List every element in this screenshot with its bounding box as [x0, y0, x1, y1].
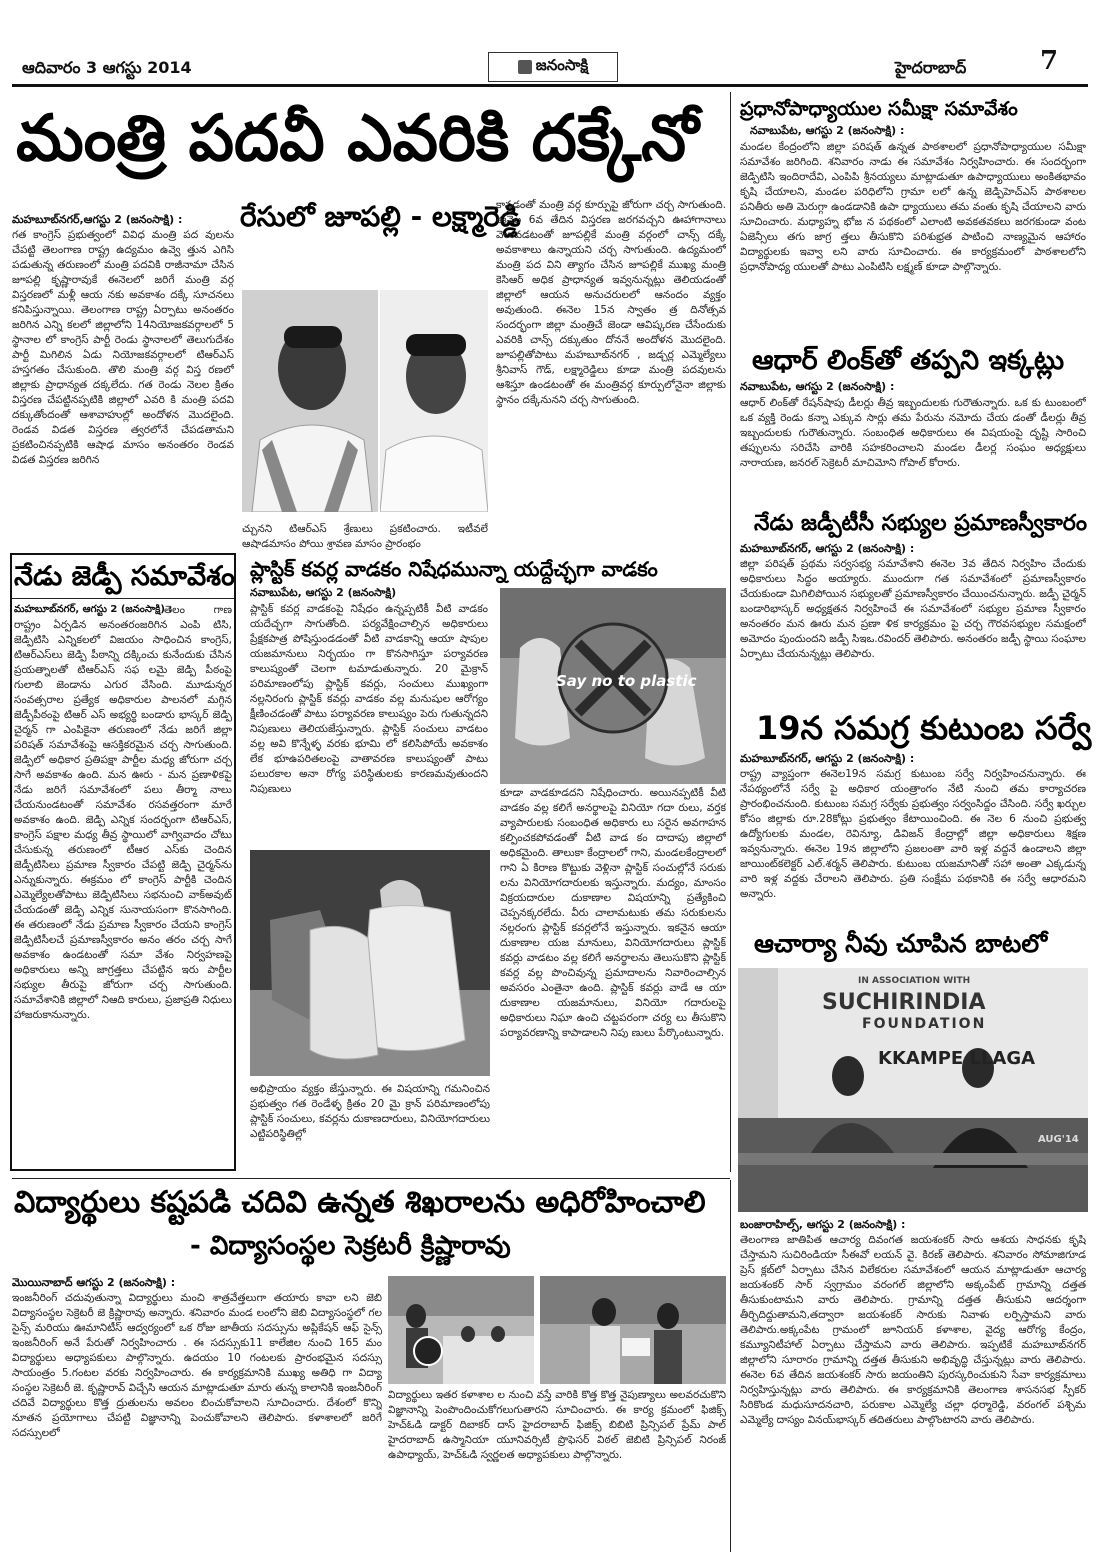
survey-text: రాష్ట్ర వ్యాప్తంగా ఈనెల19న సమగ్ర కుటుంబ సర్వే నిర్వహించనున్నారు. ఈ నేపథ్యంలోనే సర్వే పై అధికార యంత్రాంగం నేటి నుంచి తమ కార్యాచరణ ప్రారంభించనుంది. కుటుంబ సమగ్ర సర్వేకు ప్రభుత్వం సర్వంసిద్దం చేసింది. సర్వే ఖర్చుల కోసం జిల్లాకు రూ.28కోట్లు ప్రభుత్వం కేటాయించింది. ఈ నెల 6 నుంచి ప్రభుత్వ ఉద్యోగులకు మండల, రెవిన్యూ, డివిజన్ కేంద్రాల్లో జిల్లా అధికారులు శిక్షణ ఇవ్వనున్నారు. ఈనెల 19న జిల్లాలోని ప్రజలంతా వారి ఇళ్ల వద్దనే ఉండాలని జిల్లా జాయింట్‌కలెక్టర్ ఎల్.శర్మన్ తెలిపారు. కుటుంబ యజమానితో సహా అంతా ఎక్కడున్న వారి ఇళ్ల వద్దకు చేరాలని తెలిపారు. ప్రతి సంక్షేమ పథకానికి ఈ సర్వే ఆధారమని అన్నారు. [740, 768, 1086, 900]
seminar-photo-1 [388, 1276, 534, 1384]
plastic-bag-photo [250, 850, 490, 1076]
aadhar-dateline: నవాబుపేట, ఆగస్టు 2 (జనంసాక్షి) : [740, 380, 895, 393]
aadhar-title: ఆధార్ లింక్‌తో తప్పని ఇక్కట్లు [752, 345, 1065, 376]
hm-meeting-title: ప్రధానోపాధ్యాయుల సమీక్షా సమావేశం [740, 98, 1018, 120]
banner-line-1: IN ASSOCIATION WITH [858, 976, 971, 986]
students-subheadline: - విద్యాసంస్థల సెక్రటరీ క్రిష్ణారావు [190, 1231, 511, 1261]
logo-mark-icon [518, 60, 532, 74]
students-text-a: ఇంజనీరింగ్ చదువుతున్నా విద్యార్థులు మంచి శాత్రవేత్తలుగా తయారు కావా లని జెబి విద్యాసంస్థల సెక్రెటరీ జె క్రిష్ణారావు అన్నారు. శనివారం మండ లంలోని జెబి విద్యాసంస్థలో గల సైన్స్ మరియు ఊమానిటీస్ ఆద్వర్యంలో ఒక రోజు జాతీయ సదస్సును అప్లికేషన్ ఆఫ్ సైన్స్ ఇంజనీరింగ్ అనే పేరుతో నిర్వహించారు . ఈ సదస్సుకు11 కాలేజిల నుంచి 165 మం విద్యార్థులు అధ్యాపకులు పాల్గొన్నారు. ఉదయం 10 గంటలకు ప్రారంభమైన సదస్సు సాయంత్రం 5.గంటల వరకు నిర్వహించారు. ఈ కార్యక్రమానికి ముఖ్య అతిధి గా విద్యా సంస్థల సెక్రెటరీ జె. కృష్ణారావ్ విచ్చేసి ఆయన మాట్లాడుతూ మారు తున్న కాలానికి ఇంజనీరింగ్ చదివే విద్యార్థులు కొత్త ద్రుతులను అవలం బించుకోవాలని సూచించారు. దేశంలో కొన్ని నూతన ప్రయోగాలు చేపట్టి విజ్ఞానాన్ని పెంచుకోవాలని తెలిపారు. కళాశాలలో జరిగే సదస్సులలో [12, 1292, 382, 1439]
politician-1-image [242, 290, 378, 512]
zptc-oath-text: జిల్లా పరిషత్ ప్రథమ సర్వసభ్య సమావేశాని ఈనెల 3వ తేదిన నిర్వహిం చేందుకు అధికారులు సిద్ధం అయ్యారు. ముందుగా గత సమావేశంలో ప్రమాణస్వీకారం చేయకుండా మిగిలిపోయిన సభ్యులతో ప్రమాణస్వీకారం చేయించనున్నారు. జడ్పీ చైర్మన్ బండారిభాస్కర్ అధ్యక్షతన నిర్వహించే ఈ సమావేశంలో సభ్యుల ప్రమాణ స్వీకారం అనంతరం మన ఊరు మన ప్రణా ళిక కార్యక్రమం పై చర్చ గౌరవసభ్యుల సమక్షంలో అమోదం పుందుందని జడ్పీ సిఇఒ.రవిందర్ తెలిపారు. అనంతరం జడ్పీ స్థాయి సంఘాల ఏర్పాటు చేయనున్నట్లు తెలిపారు. [740, 558, 1086, 660]
plastic-text-b: కూడా వాడకూడదని నిషేధించారు. అయినప్పటికీ వీటి వాడకం వల్ల కలిగే అనర్థాలపై వినియో గదా రులు, వర్తక వ్యాపారులకు సంబంధిత అధికారు లు సరైన అవగాహన కల్పించకపోవడంతో వీటి వాడ కం దాదాపు జిల్లాలో అధికమైంది. తాలుకా కేంద్రాలలో గాని, మండలకేంద్రాలలో గాని ఏ కిరాణ కొట్టుకు వెళ్లినా ప్లాస్టిక్ సంచుల్లోనే సరుకు లను వినియోగదారులకు ఇస్తున్నారు. మద్యం, మాంసం విక్రయదారుల దుకాణాల విషయాన్ని ప్రత్యేకించి చెప్పనక్కరలేదు. వీరు చాలామటుకు తమ సరుకులను నల్లరంగు ప్లాస్టిక్ కవర్లలోనే ఇస్తున్నారు. ఇకనైన ఆయా దుకాణాల యజ మానులు, వినియోగదారులు ప్లాస్టిక్ కవర్లు వాడటం వల్ల కలిగే అనర్థాలను తెలుసుకొని ప్లాస్టిక్ కవర్ల వల్ల పొంచివున్న ప్రమాదాలను నివారించాల్సిన అవసరం ఎంతైనా ఉంది. ప్లాస్టిక్ కవర్లు వాడే ఆ యా దుకాణాల యజమానులు, వినియో గదారులపై అధికారులు నిఘా ఉంచి చట్టపరంగా చర్య లు తీసుకొని పర్యావరణాన్ని కాపాడాలని నిపు ణులు పేర్కొంటున్నారు. [500, 787, 726, 1039]
students-headline: విద్యార్థులు కష్టపడి చదివి ఉన్నత శిఖరాలను అధిరోహించాలి [14, 1185, 706, 1220]
hm-meeting-text: మండల కేంద్రంలోని జిల్లా పరిషత్ ఉన్నత పాఠశాలలో ప్రధానోపాధ్యాయుల సమీక్షా సమావేశం జరిగింది. శనివారం నాడు ఈ సమావేశం నిర్వహించారు. ఈ సందర్భంగా జెడ్పిటిసి ఇందిరాదేవి, ఎంపిపి శ్రీనయ్యలు మాట్లాడుతూ ఉపాధ్యాయులు అంకితభావం కృషి చేయాలని, మండల పరిధిలోని గ్రామా లలో ఉన్న జెడ్పిహెచ్‌ఎస్ పాఠశాలల పనితీరు అతి మెరుగ్గా ఉండడానికి ఉపా ధ్యాయులు తమ వంతు కృషి చేయాలని వారు సూచించారు. మధ్యాహ్న భోజ న పథకంలో ఎలాంటి అవకతవకలు జరగకుండా వంట ఏజెన్సీలు తగు జాగ్ర త్తలు తీసుకొని పరిశుభ్రత పాటించి నాణ్యమైన ఆహారం విద్యార్థులకు ఇవ్వా లని వారు సూచించారు. ఈ కార్యక్రమంలో పాఠశాలలోని ప్రధానోపాధ్య యులతో పాటు ఎంపిటిసి లక్ష్మణ్ కూడా పాల్గొన్నారు. [740, 141, 1086, 273]
plastic-text-c: అభిప్రాయం వ్యక్తం జేస్తున్నారు. ఈ విషయాన్ని గమనించిన ప్రభుత్వం గత రెండేళ్ళ క్రితం 20 మై క్రాన్ పరిమాణంలోపు ప్లాస్టిక్ సంచులు, కవర్లను దుకాణదారులు, వినియోగదారులు ఎట్టిపరిస్థితిల్లో [250, 1083, 490, 1140]
say-no-to-plastic-photo [500, 588, 726, 784]
main-dateline: మహబూబ్‌నగర్,ఆగస్టు 2 (జనంసాక్షి) : [12, 213, 183, 226]
zp-meeting-title: నేడు జెడ్పీ సమావేశం [14, 561, 235, 592]
acharya-text: తెలంగాణ జాతిపిత ఆచార్య దివంగత జయశంకర్ సారు ఆశయ సాధనకు కృషి చేస్తామని సుచిరిండియా సీఈవో లయన్ వై. కిరణ్ తెలిపారు. శనివారం సోమాజిగూడ ప్రెస్ క్లబ్‌లో ఏర్పాటు చేసిన విలేకరుల సమావేశంలో ఆయన మాట్లాడుతూ ఆచార్య జయశంకర్ సార్ స్వగ్రామం వరంగల్ జిల్లాలోని అక్కంపేట్ గ్రామాన్ని దత్తత తీసుకుంటామని వారు తెలిపారు. గ్రామాన్ని దత్తత తీసుకుని ఆదర్శంగా తీర్చిదిద్దుతామని,తద్వారా జయశంకర్ సారుకు నివాళు లర్పిస్తామని వారు తెలిపారు.అక్కంపేట గ్రామంలో జూనియర్ కళాశాల, వైద్య ఆరోగ్య కేంద్రం, కమ్యూనిటీహాల్ ఏర్పాటు చేస్తామని వారు తెలిపారు. ఇప్పటికే మహబూబ్‌నగర్ జిల్లాలోని సూరారం గ్రామాన్ని దత్తత తీసుకుని అభివృద్ధి చేస్తున్నట్లు వారు తెలిపారు. ఈనెల 6వ తేదిన జయశంకర్ సారు జయంతిని పురస్కరించుకుని సేవా కార్యక్రమాలు నిర్వహిస్తున్నట్లు వారు తెలిపారు. ఈ కార్యక్రమానికి తెలంగాణ శాసనసభ స్పీకర్ సిరికొండ మధుసూదనచారి, పరుకాల ఎమ్మెల్యే చల్లా ధర్మారెడ్డి, వరంగల్ పశ్చిమ ఎమ్మెల్యే దాస్యం వినయ్‌భాస్కర్ తదితరులు పాల్గొంటారని వారు తెలిపారు. [740, 1234, 1086, 1426]
acharya-dateline: బంజారాహిల్స్, ఆగస్టు 2 (జనంసాక్షి) : [740, 1218, 906, 1231]
newspaper-logo [488, 52, 618, 82]
hm-meeting-dateline: నవాబుపేట, ఆగస్టు 2 (జనంసాక్షి) : [750, 124, 905, 137]
politician-photo-2 [380, 290, 488, 512]
banner-line-2: SUCHIRINDIA [822, 990, 986, 1015]
main-col3-text: కావడంతో మంత్రి వర్గ కూర్పుపై జోరుగా చర్చ సాగుతుంది. ఈనెల 6వ తేదిన విస్తరణ జరగవచ్చని ఊహాగానాలు వెలువడటంతో జూపల్లికే మంత్రి వర్గంలో చాన్స్ దక్కే అవకాశాలు ఉన్నాయని చర్చ సాగుతుంది. ఉద్యమంలో మంత్రి పద విని త్యాగం చేసిన జూపల్లికే ముఖ్య మంత్రి కెసిఆర్ అధిక ప్రాధాన్యత ఇవ్వనున్నట్లు తెలియడంతో జిల్లాలో ఆయన అనుచరులలో ఆనందం వ్యక్తం అవుతుంది. ఈనెల 15న స్వాతం త్ర దినోత్సవ సందర్భంగా జిల్లా మంత్రిచే జెండా ఆవిష్కరణ చేసేందుకు ఎవరికి చాన్స్ దక్కుతుం దోననే అందోళన మొదలైంది. జూపల్లితోపాటు మహబూబ్‌నగర్ , జడ్చర్ల ఎమ్మెల్యేలు శ్రీనివాస్ గౌడ్, లక్ష్మారెడ్డిలు కూడా మంత్రి పదవులను ఆశిస్తూ ఉండటంతో ఈ మంత్రివర్గ కూర్పులోనైనా జిల్లాకు స్థానం దక్కేనునని చర్చ సాగుతుంది. [496, 199, 726, 406]
banner-line-3: FOUNDATION [862, 1016, 987, 1032]
zp-meeting-dateline: మహబూబ్‌నగర్, ఆగస్టు 2 (జనంసాక్షి) : [14, 604, 173, 615]
main-col1-text: గత కాంగ్రెస్ ప్రభుత్వంలో వివిధ మంత్రి పద వులను చేపట్టి తెలంగాణ రాష్ట్ర ఉద్యమం ఉవ్వె త్తున ఎగిసి పడుతున్న తరుణంలో మంత్రి పదవికి రాజీనామా చేసిన జూపల్లి కృష్ణారావుకే ఈనెలలో జరిగే మంత్రి వర్గ విస్తరణలో మళ్లీ ఆయ నకు అవకాశం దక్కే సూచనలు కనిపిస్తున్నాయి. తెలంగాణ రాష్ట్ర ఏర్పాటు అనంతరం జరిగిన ఎన్ని కలలో జిల్లాలోని 14నియోజకవర్గాలలో 5 స్థానాల లో కాంగ్రెస్ పార్టీ రెండు స్థానాలలో తెలుగుదేశం పార్టీ మిగిలిన ఏడు నియోజకవర్గాలలో టిఆర్ఎస్ హస్తగతం చేసుకుంది. తొలి మంత్రి వర్గ విస్త రణలో జిల్లాకు ప్రాధాన్యత దక్కలేదు. గత రెండు నెలల క్రితం విస్తరణ చేపట్టినప్పటికి జిల్లాలో ఎవరి కి మంత్రి పదవి దక్కుతోందంతో ఆశావాహుల్లో అందోళన మొదలైంది. రెండవ విడత విస్తరణ త్వరలోనే చేపడతామని ప్రకటించినప్పటికి ఆషాఢ మాసం అనంతరం రెండవ విడత విస్తరణ జరిగిన [12, 229, 234, 466]
main-col2-text: చ్చునని టిఆర్ఎస్ శ్రేణులు ప్రకటించారు. ఇటీవలే ఆషాడమాసం పోయి శ్రావణ మాసం ప్రారంభం [242, 523, 488, 550]
zptc-oath-dateline: మహబూబ్‌నగర్, ఆగస్టు 2 (జనంసాక్షి) : [740, 542, 915, 555]
plastic-dateline: నవాబుపేట, ఆగస్టు 2 (జనంసాక్షి) [250, 586, 397, 599]
main-headline: మంత్రి పదవీ ఎవరికి దక్కేనో [16, 101, 699, 176]
press-meet-photo [738, 968, 1088, 1212]
poster-text: Say no to plastic [556, 672, 697, 690]
zptc-oath-title: నేడు జడ్పీటీసీ సభ్యుల ప్రమాణస్వీకారం [754, 511, 1087, 536]
survey-title: 19న సమగ్ర కుటుంబ సర్వే [756, 709, 1092, 747]
logo-text: జనంసాక్షి [535, 56, 589, 74]
students-top-rule [12, 1178, 730, 1179]
zp-meeting-text: తెలం గాణ రాష్ట్రం ఏర్పడిన అనంతరంజరిగిన ఎంపి టిసి, జెడ్పిటిసి ఎన్నికలలో విజయం సాధించిన కాంగ్రెస్, టిఆర్ఎస్‌లు జెడ్పి పీఠాన్ని దక్కించు కునేందుకు చేసిన ప్రయత్నాలతో టిఆర్ఎస్ సఫ లమై జెడ్పి పీఠంపై గులాబి జెండాను ఎగుర వేసింది. మూడున్నర సంవత్సరాల ప్రత్యేక అధికారుల పాలనలో మగ్గిన జెడ్పీపీఠంపై టిఆర్ ఎస్ అభ్యర్థి బండారు భాస్కర్ జెడ్పి చైర్మన్ గా ఎంపికైనా తరుణంలో నేడు జరిగే జిల్లా పరిషత్ సమావేశంపై ఆసక్తికరమైన చర్చ సాగుతుంది. జెడ్పిలో అధికార ప్రతిపక్షా పార్టీల మధ్య జోరుగా చర్చ సాగే అవకాశం ఉంది. మన ఊరు - మన ప్రణాళికపై నేడు జరిగే సమావేశంలో పలు తీర్మా నాలు చేయనుండటంతో సమావేశం రసవత్తరంగా మారే అవకాశం ఉంది. జెడ్పి ఎన్నిక సందర్భంగా టిఆర్ఎస్, కాంగ్రెస్ పక్షాల మధ్య తీవ్ర స్థాయిలో వాగ్వివాదం చోటు చేసుకున్న తరుణంలో టీఆర ఎస్‌కు చెందిన జెడ్పీటిసిలు ప్రమాణ స్వీకారం చేపట్టి జెడ్పి చైర్మన్‌ను ఎన్నుకున్నారు. ఈక్రమం లో కాంగ్రెస్ పార్టీకి చెందిన ఎమ్మెల్యేలతోపాటు జెడ్పిటిసిలు సభనుంచి వాక్‌అవుట్ చేయడంతో జెడ్పి ఎన్నిక సునాయసంగా కొనసాగింది. ఈ తరుణంలో నేడు ప్రమాణ స్వీకారం చేయని కాంగ్రెస్ జెడ్పిటిసీలచే ప్రమాణస్వీకారం అనం తరం చర్చ సాగే అవకాశం ఉండటంతో సమా వేశం నిర్వహణపై అధికారులు అన్ని జాగ్రత్తలు చేపట్టిన ఇరు పార్టీల సభ్యుల తీరుపై జోరుగా చర్చ సాగుతుంది. సమావేశానికి జిల్లాలో నిఆది కారులు, ప్రజాప్రతి నిధులు హాజరుకానున్నారు. [14, 604, 232, 1021]
acharya-title: ఆచార్యా నీవు చూపిన బాటలో [754, 929, 1048, 958]
seminar-photo-2 [540, 1276, 726, 1384]
right-column-divider [730, 92, 731, 1172]
politician-2-image [380, 290, 488, 512]
banner-line-4: KKAMPE LLAGA [878, 1048, 1036, 1069]
politician-photo-1 [242, 290, 378, 512]
plastic-text-a: ప్లాస్టిక్ కవర్ల వాడకంపై నిషేధం ఉన్నప్పటికీ వీటి వాడకం యదేచ్ఛగా సాగుతోంది. పర్యవేక్షించాల్సిన అధికారులు ప్రేక్షకపాత్ర పోషిస్తుండడంతో వీటి వాడకాన్ని ఆయా షాపుల యజమానులు నిర్భయం గా కొనసాగిస్తూ పర్యావరణ కాలుష్యంతో చెలగా టమాడుతున్నారు. 20 మైక్రాన్ పరిమాణంలోపు ప్లాస్టిక్ కవర్లు, సంచులు ముఖ్యంగా నల్లనిరంగు ప్లాస్టిక్ కవర్లు వాడకం వల్ల మనుషుల ఆరోగ్యం క్షీణించడంతో పాటు పర్యావరణ కాలుష్యం పెరు గుతున్నదని నిపుణులు తెలియజేస్తున్నారు. ప్లాస్టిక్ సంచులు వాడటం వల్ల అవి కొన్నేళ్ళ వరకు భూమి లో కలిసిపోయే అవకాశం లేక భూఉపరితలంపై వాతావరణ కాలుష్యంతో పాటు పలురకాల అనా రోగ్య పరిస్థితులకు కారణమవుతుందని నిపుణులు [250, 603, 488, 795]
plastic-title: ప్లాస్టిక్ కవర్ల వాడకం నిషేధమున్నా యద్దేచ్ఛగా వాడకం [250, 557, 658, 581]
edition-date: ఆదివారం 3 ఆగస్టు 2014 [22, 58, 192, 77]
main-subheadline: రేసులో జూపల్లి - లక్ష్మారెడ్డి [240, 200, 521, 233]
zp-title-rule [12, 598, 234, 599]
header-rule [12, 84, 1088, 87]
aadhar-text: ఆధార్ లింక్‌తో రేషన్‌షాపు డీలర్లు తీవ్ర ఇబ్బందులకు గురౌతున్నారు. ఒక కు టుంబంలో ఒక వ్యక్తి రెండు కన్నా ఎక్కువ సార్లు తమ పేరును నమోదు చేయ డంతో డీలర్లు తీవ్ర ఇబ్బందులకు గురౌతున్నారు. సంబంధిత అధికారులు ఈ విషయంపై దృష్టి సారించి తప్పులను సరిచేసి వారికి సహకరించాలని మండల డీలర్ల సంఘం అధ్యక్షులు నారాయణ, జనరల్ సెక్రెటరీ మాచిమోని గోపాల్ కోరారు. [740, 397, 1086, 469]
students-dateline: మొయినాబాద్ ఆగస్టు 2 (జనంసాక్షి) : [12, 1276, 176, 1289]
students-text-b: విద్యార్థులు ఇతర కళాశాల ల నుంచి వస్తే వారికి కొత్త కొత్త నైపుణ్యాలు అలవరచుకొని విజ్ఞానాన్ని పెంపొందించుకోగలుగుతారని సూచించారు. ఈ కార్య క్రమంలో ఫిజిక్స్ హెచ్‌ఓడి డాక్టర్ దిబాకర్ దాస్ హైదరాబాద్ ఫిజిక్స్ బిబిటి ప్రిన్సిపల్ ప్రేమ్ పాల్ హైదరాబాద్ ఉస్మానియా యూనివర్సిటీ ప్రొఫెసర్ విఠల్ జెబిటి ప్రిన్సిపల్ నిరంజ్ ఉపాధ్యాయ్, హెచ్‌ఓడి స్వర్ణలత అధ్యాపకులు పాల్గొన్నారు. [388, 1389, 726, 1461]
bottom-right-divider [730, 1180, 731, 1552]
survey-dateline: మహబూబ్‌నగర్, ఆగస్టు 2 (జనంసాక్షి) : [740, 752, 915, 765]
banner-line-5: AUG'14 [1038, 1134, 1079, 1145]
edition-city: హైదరాబాద్ [895, 58, 967, 77]
page-number: 7 [1040, 46, 1059, 76]
